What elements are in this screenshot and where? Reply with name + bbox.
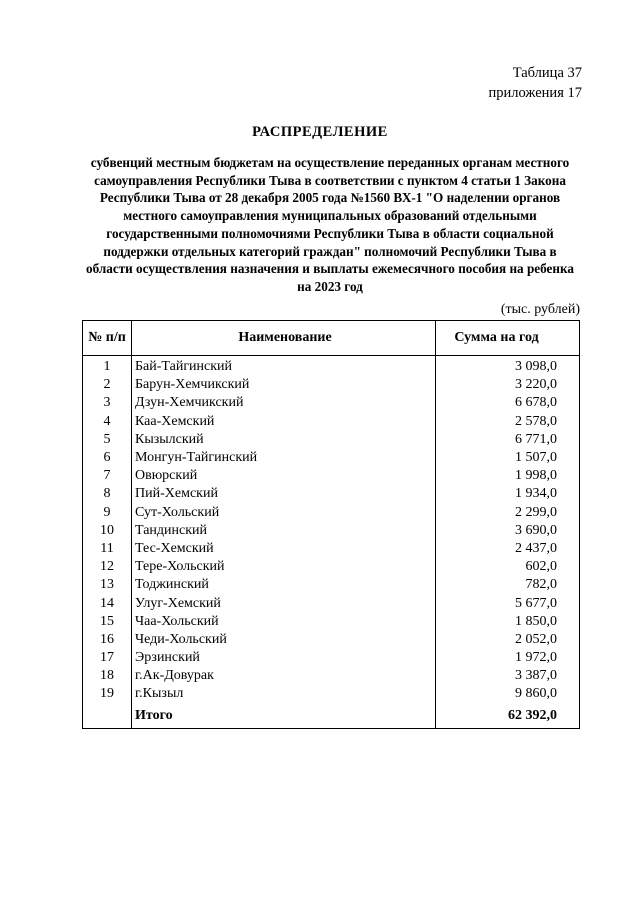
row-number: 8 (83, 485, 132, 503)
row-number: 7 (83, 467, 132, 485)
row-name: Монгун-Тайгинский (132, 449, 436, 467)
row-sum: 2 578,0 (436, 413, 580, 431)
table-row (83, 685, 580, 703)
row-name: Пий-Хемский (132, 485, 436, 503)
row-number: 15 (83, 613, 132, 631)
table-row (83, 467, 580, 485)
table-row (83, 449, 580, 467)
row-sum: 1 998,0 (436, 467, 580, 485)
total-number-empty (83, 704, 132, 729)
table-number: Таблица 37 (512, 65, 582, 81)
row-sum: 9 860,0 (436, 685, 580, 703)
row-number: 3 (83, 394, 132, 412)
table-row (83, 522, 580, 540)
total-sum: 62 392,0 (436, 704, 580, 729)
table-row (83, 558, 580, 576)
row-sum: 3 387,0 (436, 667, 580, 685)
row-name: Тандинский (132, 522, 436, 540)
row-name: Эрзинский (132, 649, 436, 667)
row-number: 1 (83, 356, 132, 377)
table-row (83, 667, 580, 685)
table-row (83, 413, 580, 431)
row-sum: 3 690,0 (436, 522, 580, 540)
row-number: 4 (83, 413, 132, 431)
row-name: Тере-Хольский (132, 558, 436, 576)
row-name: Овюрский (132, 467, 436, 485)
row-sum: 602,0 (436, 558, 580, 576)
row-number: 12 (83, 558, 132, 576)
header-number: № п/п (83, 321, 132, 356)
table-row (83, 376, 580, 394)
unit-label: (тыс. рублей) (500, 302, 580, 317)
row-sum: 3 220,0 (436, 376, 580, 394)
appendix-number: приложения 17 (488, 85, 582, 101)
row-sum: 1 850,0 (436, 613, 580, 631)
row-number: 6 (83, 449, 132, 467)
row-sum: 6 771,0 (436, 431, 580, 449)
row-number: 11 (83, 540, 132, 558)
document-title: РАСПРЕДЕЛЕНИЕ (252, 124, 388, 140)
table-row (83, 631, 580, 649)
total-label: Итого (132, 704, 436, 729)
document-subtitle: субвенций местным бюджетам на осуществление переданных органам местного самоуправления Республики Тыва в соответствии с пунктом 4 статьи 1 Закона Республики Тыва от 28 декабря 2005 года №1560 ВХ-1 "О наделении органов местного самоуправления муниципальных образований отдельными государственными полномочиями Республики Тыва в области социальной поддержки отдельных категорий граждан" полномочий Республики Тыва в области осуществления назначения и выплаты ежемесячного пособия на ребенка на 2023 год (85, 155, 575, 294)
row-sum: 2 052,0 (436, 631, 580, 649)
row-number: 19 (83, 685, 132, 703)
row-name: Кызылский (132, 431, 436, 449)
header-sum: Сумма на год (436, 321, 580, 356)
row-number: 2 (83, 376, 132, 394)
row-number: 16 (83, 631, 132, 649)
row-name: Улуг-Хемский (132, 594, 436, 612)
row-name: Дзун-Хемчикский (132, 394, 436, 412)
row-name: Бай-Тайгинский (132, 356, 436, 377)
row-name: Каа-Хемский (132, 413, 436, 431)
row-sum: 1 507,0 (436, 449, 580, 467)
row-sum: 782,0 (436, 576, 580, 594)
total-row (83, 704, 580, 729)
table-row (83, 394, 580, 412)
table-row (83, 431, 580, 449)
row-name: г.Кызыл (132, 685, 436, 703)
table-reference (489, 63, 582, 103)
row-number: 17 (83, 649, 132, 667)
table-row (83, 356, 580, 377)
table-header-row (83, 321, 580, 356)
row-name: г.Ак-Довурак (132, 667, 436, 685)
table-row (83, 649, 580, 667)
row-number: 18 (83, 667, 132, 685)
row-name: Тес-Хемский (132, 540, 436, 558)
table-row (83, 540, 580, 558)
row-name: Сут-Хольский (132, 504, 436, 522)
table-body (83, 356, 580, 729)
row-name: Чаа-Хольский (132, 613, 436, 631)
row-sum: 1 972,0 (436, 649, 580, 667)
row-name: Тоджинский (132, 576, 436, 594)
header-name: Наименование (132, 321, 436, 356)
distribution-table (82, 320, 580, 729)
row-number: 14 (83, 594, 132, 612)
table-row (83, 594, 580, 612)
row-number: 10 (83, 522, 132, 540)
row-name: Барун-Хемчикский (132, 376, 436, 394)
table-row (83, 504, 580, 522)
row-sum: 5 677,0 (436, 594, 580, 612)
row-number: 5 (83, 431, 132, 449)
row-sum: 3 098,0 (436, 356, 580, 377)
row-sum: 2 299,0 (436, 504, 580, 522)
table-row (83, 613, 580, 631)
table-row (83, 576, 580, 594)
table-row (83, 485, 580, 503)
row-sum: 6 678,0 (436, 394, 580, 412)
row-number: 9 (83, 504, 132, 522)
row-name: Чеди-Хольский (132, 631, 436, 649)
row-sum: 1 934,0 (436, 485, 580, 503)
row-sum: 2 437,0 (436, 540, 580, 558)
row-number: 13 (83, 576, 132, 594)
